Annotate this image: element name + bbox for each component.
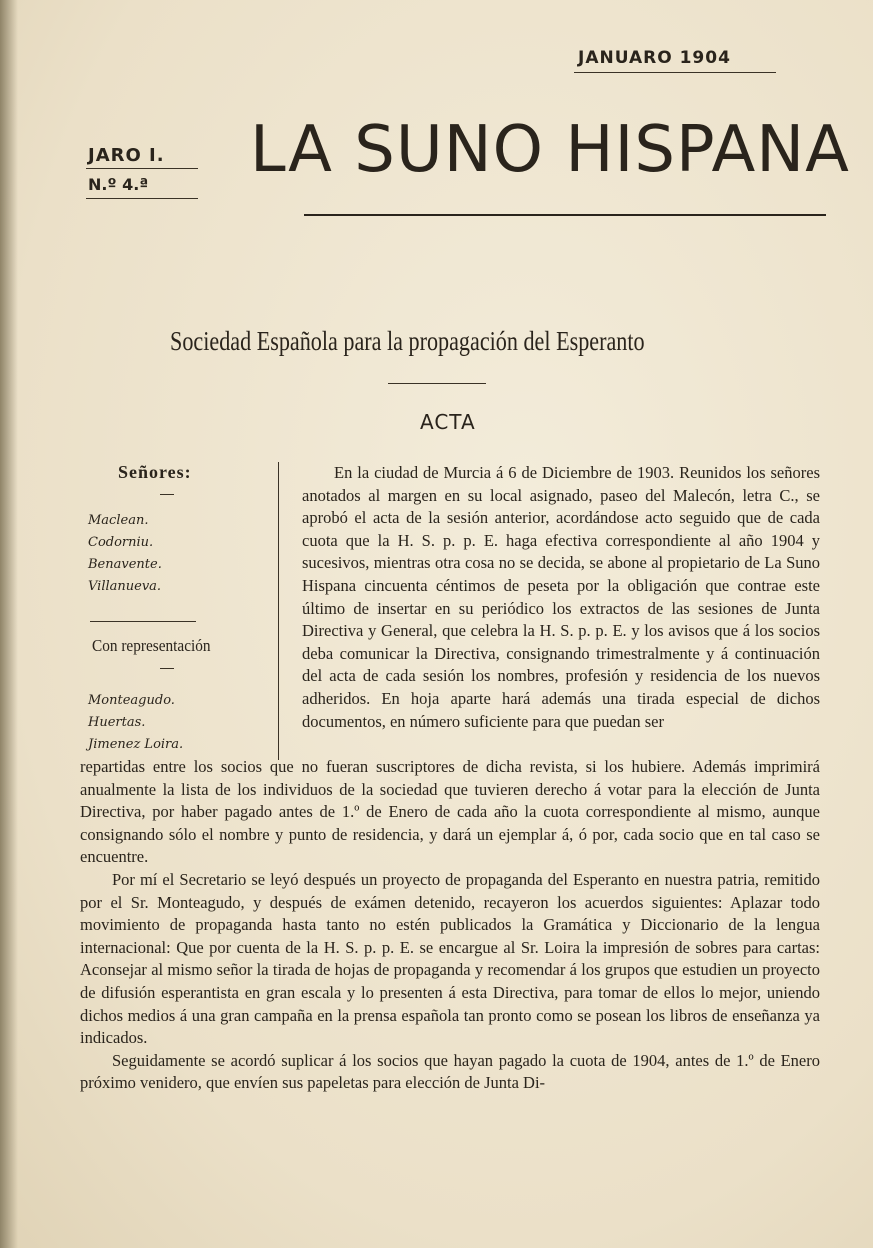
section-title: ACTA (420, 410, 476, 434)
member-name: Benavente. (88, 557, 162, 572)
paragraph-text: En la ciudad de Murcia á 6 de Diciembre de 1903. Reunidos los señores anotados al margen en su local asignado, paseo del Malecón, letra C., se aprobó el acta de la sesión anterior, acordándose acto seguido que de cada cuota que la H. S. p. p. E. haga efectiva correspondiente al año 1904 y sucesivos, mientras otra cosa no se decida, se abone al propietario de La Suno Hispana cincuenta céntimos de peseta por la obligación que contrae este último de insertar en su periódico los extractos de las sesiones de Junta Directiva y General, que celebra la H. S. p. p. E. y los avisos que á los socios deba comunicar la Directiva, consignando trimestralmente y á continuación del acta de cada sesión los nombres, profesión y residencia de los nuevos adheridos. En hoja aparte hará además una tirada especial de dichos documentos, en número suficiente para que puedan ser (302, 463, 820, 731)
issue-date: JANUARO 1904 (578, 48, 731, 68)
represented-name: Jimenez Loira. (88, 737, 184, 752)
date-underline (574, 72, 776, 73)
representation-rule (90, 621, 196, 622)
volume-label: JARO I. (88, 145, 165, 166)
binding-shadow (0, 0, 18, 1248)
paragraph-text: Por mí el Secretario se leyó después un proyecto de propaganda del Esperanto en nuestra patria, remitido por el Sr. Monteagudo, y después de exámen detenido, recayeron los acuerdos siguientes: Aplazar todo movimiento de propaganda hasta tanto no estén publicados la Gramática y Diccionario de la lengua internacional: Que por cuenta de la H. S. p. p. E. se encargue al Sr. Loira la impresión de sobres para cartas: Aconsejar al mismo señor la tirada de hojas de propaganda y recomendar á los grupos que estudien un proyecto de difusión esperantista en gran escala y lo presenten á esta Directiva, para tomar de ellos lo mejor, uniendo dichos medios á una gran campaña en la prensa española tan pronto como se posean los libros de enseñanza ya indicados. (80, 869, 820, 1048)
represented-name: Huertas. (88, 715, 146, 730)
represented-name: Monteagudo. (88, 693, 175, 708)
paragraph-text: Seguidamente se acordó suplicar á los socios que hayan pagado la cuota de 1904, antes de 1.º de Enero próximo venidero, que envíen sus papeletas para elección de Junta Di- (80, 1050, 820, 1093)
masthead-rule (304, 214, 826, 216)
paragraph-text: repartidas entre los socios que no fueran suscriptores de dicha revista, si los hubiere. Además imprimirá anualmente la lista de los individuos de la sociedad que tuvieren derecho á votar para la elección de Junta Directiva, por haber pagado antes de 1.º de Enero de cada año la cuota correspondiente al mismo, aunque consignando sólo el nombre y punto de residencia, y dará un ejemplar á, ó por, cada socio que en tal caso se encuentre. (80, 757, 820, 867)
divider-dash (160, 494, 174, 495)
member-name: Codorniu. (88, 535, 154, 550)
issue-number: N.º 4.ª (88, 175, 149, 194)
member-name: Maclean. (88, 513, 149, 528)
minutes-paragraph-1 (302, 462, 820, 733)
member-name: Villanueva. (88, 579, 162, 594)
society-title: Sociedad Española para la propagación del Esperanto (170, 326, 645, 356)
divider-dash (160, 668, 174, 669)
society-rule (388, 383, 486, 384)
masthead-title: LA SUNO HISPANA (250, 113, 850, 187)
issue-rule (86, 198, 198, 199)
representation-heading: Con representación (92, 636, 211, 655)
members-list (88, 510, 162, 598)
column-rule (278, 462, 279, 760)
volume-rule (86, 168, 198, 169)
represented-list (88, 690, 183, 756)
minutes-continuation (80, 756, 820, 1095)
members-heading: Señores: (118, 462, 192, 482)
